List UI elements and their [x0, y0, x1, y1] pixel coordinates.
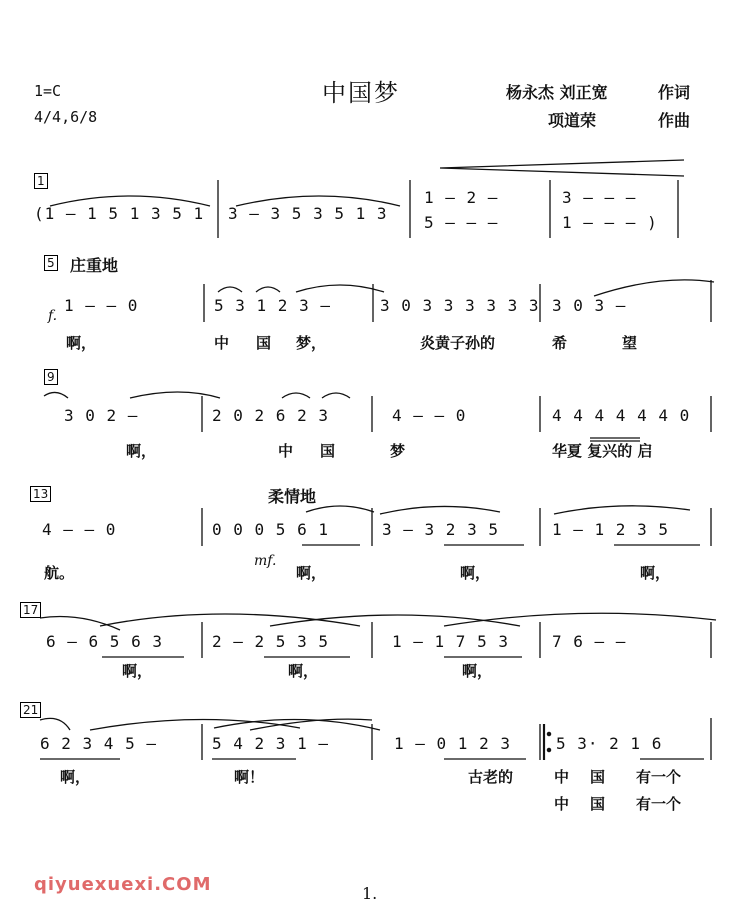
lyric: 梦， [296, 334, 327, 352]
notes-line: 1 — 1 7 5 3 [392, 632, 509, 651]
time-signature: 4/4,6/8 [34, 108, 98, 126]
composer-role: 作曲 [658, 111, 691, 130]
notes-line: 4 4 4 4 4 4 0 [552, 406, 691, 425]
lyric: 啊， [288, 662, 319, 680]
watermark: qiyuexuexi.COM [34, 874, 212, 895]
notes-line: 5 4 2 3 1 — [212, 734, 329, 753]
lyric: 希 [552, 334, 568, 352]
notes-line: 3 — — — [562, 188, 637, 207]
song-title: 中国梦 [322, 79, 400, 107]
measure-number: 21 [20, 702, 41, 718]
lyric: 啊， [60, 768, 91, 786]
notes-line: 1 — — 0 [64, 296, 139, 315]
measure-number: 1 [34, 173, 48, 189]
notes-line: 4 — — 0 [42, 520, 117, 539]
notes-line: 3 0 2 — [64, 406, 139, 425]
notes-line: 3 0 3 — [552, 296, 627, 315]
measure-number: 9 [44, 369, 58, 385]
lyric: 国 [590, 768, 606, 786]
measure-number: 5 [44, 255, 58, 271]
lyric: 望 [622, 334, 638, 352]
notes-line: 1 — 2 — [424, 188, 499, 207]
lyricist-names: 杨永杰 刘正宽 [506, 83, 608, 102]
lyric: 啊， [296, 564, 327, 582]
notes-line: 0 0 0 5 6 1 [212, 520, 329, 539]
notes-line: 7 6 — — [552, 632, 627, 651]
tempo-marking: 柔情地 [268, 487, 317, 506]
notes-line: 3 — 3 2 3 5 [382, 520, 499, 539]
notes-line: 5 3 1 2 3 — [214, 296, 331, 315]
measure-number: 13 [30, 486, 51, 502]
notes-line: 2 — 2 5 3 5 [212, 632, 329, 651]
notes-line: 6 2 3 4 5 — [40, 734, 157, 753]
notes-line: 1 — 1 2 3 5 [552, 520, 669, 539]
page-number: 1. [362, 884, 378, 903]
notes-line: 1 — 0 1 2 3 [394, 734, 511, 753]
notes-line: 3 — 3 5 3 5 1 3 [228, 204, 388, 223]
lyric: 古老的 [468, 768, 514, 786]
lyric: 航。 [44, 564, 75, 582]
lyric: 中 [554, 768, 570, 786]
lyric: 中 [278, 442, 294, 460]
key-signature: 1=C [34, 82, 62, 100]
lyric: 啊， [122, 662, 153, 680]
lyricist-role: 作词 [658, 83, 691, 102]
lyric: 国 [256, 334, 272, 352]
dynamic-marking: f. [48, 308, 58, 324]
lyric: 国 [590, 795, 606, 813]
lyric: 啊， [462, 662, 493, 680]
notes-line: 2 0 2 6 2 3 [212, 406, 329, 425]
lyric: 有一个 [636, 768, 682, 786]
lyric: 中 [554, 795, 570, 813]
lyric: 华夏 复兴的 启 [552, 442, 653, 460]
notes-line: 1 — — — ) [562, 213, 658, 232]
lyric: 梦 [390, 442, 406, 460]
notes-line: (1 — 1 5 1 3 5 1 [34, 204, 205, 223]
notes-line: 5 3· 2 1 6 [556, 734, 663, 753]
lyric: 啊， [460, 564, 491, 582]
composer-name: 项道荣 [548, 111, 597, 130]
lyric: 啊， [66, 334, 97, 352]
measure-number: 17 [20, 602, 41, 618]
notes-line: 6 — 6 5 6 3 [46, 632, 163, 651]
lyric: 国 [320, 442, 336, 460]
lyric: 中 [214, 334, 230, 352]
lyric: 炎黄子孙的 [420, 334, 496, 352]
lyric: 啊， [126, 442, 157, 460]
lyric: 啊， [640, 564, 671, 582]
lyric: 有一个 [636, 795, 682, 813]
lyric: 啊！ [234, 768, 265, 786]
tempo-marking: 庄重地 [70, 256, 119, 275]
notes-line: 4 — — 0 [392, 406, 467, 425]
notes-line: 3 0 3 3 3 3 3 3 [380, 296, 540, 315]
dynamic-marking: mf. [254, 553, 277, 569]
notes-line: 5 — — — [424, 213, 499, 232]
